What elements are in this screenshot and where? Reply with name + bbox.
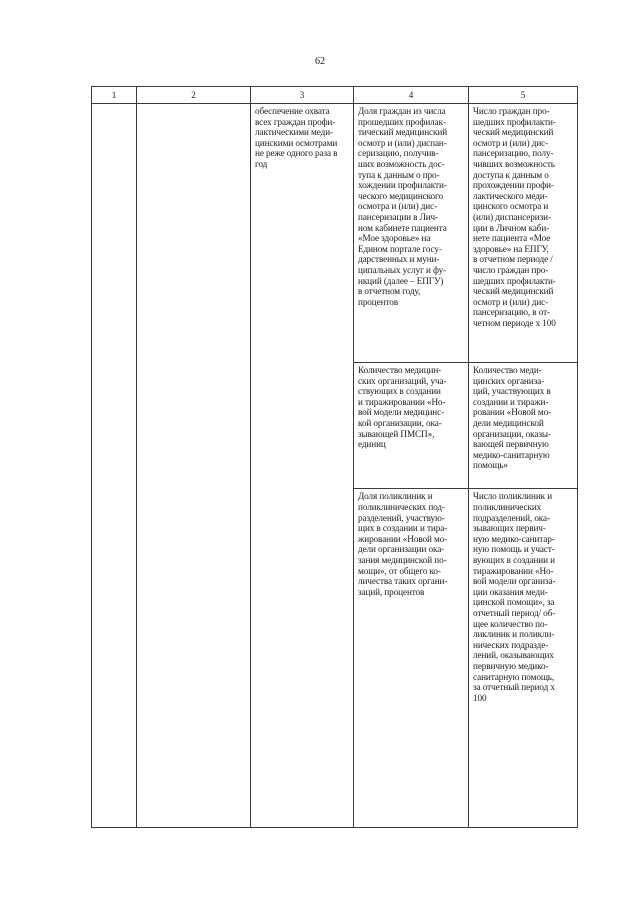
column-header-5: 5 xyxy=(469,87,578,104)
cell-indicator xyxy=(354,363,469,489)
page-number: 62 xyxy=(315,56,325,67)
indicator-text: Доля поликлиник и поликлинических под- разделений, участвую- щих в создании и тира- жировании «Новой мо- дели организации ока- зания медицинской по- мощи», от общего ко- личества таких органи- заций, процентов xyxy=(358,491,448,597)
table-header-row xyxy=(92,87,578,104)
cell-formula xyxy=(469,363,578,489)
formula-text: Число граждан про- шедших профилакти- ческий медицинский осмотр и (или) дис- пансеризацию, полу- чивших возможность доступа к данным о прохождении профи- лактического меди- цинского осмотра и (или) диспансеризи- ции в Личном каби- нете пациента «Мое здоровье» на ЕПГУ, в отчетном периоде / число граждан про- шедших профилакти- ческий медицинский осмотр и (или) дис- пансеризацию, в от- четном периоде x 100 xyxy=(473,106,556,328)
table-row xyxy=(92,104,578,363)
cell-col1-text xyxy=(92,104,136,106)
indicator-text: Количество медицин- ских организаций, уча- ствующих в создании и тиражировании «Но- вой модели медицинс- кой организации, ока- зывающей ПМСП», единиц xyxy=(358,365,447,450)
column-header-1: 1 xyxy=(92,87,137,104)
cell-indicator xyxy=(354,489,469,828)
cell-col1 xyxy=(92,104,137,828)
cell-col2-text xyxy=(137,104,250,106)
cell-task xyxy=(251,104,354,828)
cell-indicator xyxy=(354,104,469,363)
cell-formula xyxy=(469,104,578,363)
task-text: обеспечение охвата всех граждан профи- лактическими меди- цинскими осмотрами не реже одного раза в год xyxy=(255,106,338,169)
indicators-table xyxy=(91,86,578,828)
indicator-text: Доля граждан из числа прошедших профилак- тический медицинский осмотр и (или) диспан- серизацию, получив- ших возможность дос- тупа к данным о про- хождении профилакти- ческого медицинского осмотра и (или) дис- пансеризации в Лич- ном кабинете пациента «Мое здоровье» на Едином портале госу- дарственных и муни- ципальных услуг и фу- нкций (далее – ЕПГУ) в отчетном году, процентов xyxy=(358,106,448,307)
cell-formula xyxy=(469,489,578,828)
formula-text: Количество меди- цинских организа- ций, участвующих в создании и тиражи- ровании «Новой мо- дели медицинской организации, оказы- вающей первичную медико-санитарную помощь» xyxy=(473,365,552,471)
cell-col2 xyxy=(137,104,251,828)
column-header-2: 2 xyxy=(137,87,251,104)
column-header-4: 4 xyxy=(354,87,469,104)
column-header-3: 3 xyxy=(251,87,354,104)
formula-text: Число поликлиник и поликлинических подразделений, ока- зывающих первич- ную медико-санитар- ную помощь и участ- вующих в создании и тиражировании «Но- вой модели организа- ции оказания меди- цинской помощи», за отчетный период/ об- щее количество по- ликлиник и поликли- нических подразде- лений, оказывающих первичную медико- санитарную помощь, за отчетный период x 100 xyxy=(473,491,556,703)
